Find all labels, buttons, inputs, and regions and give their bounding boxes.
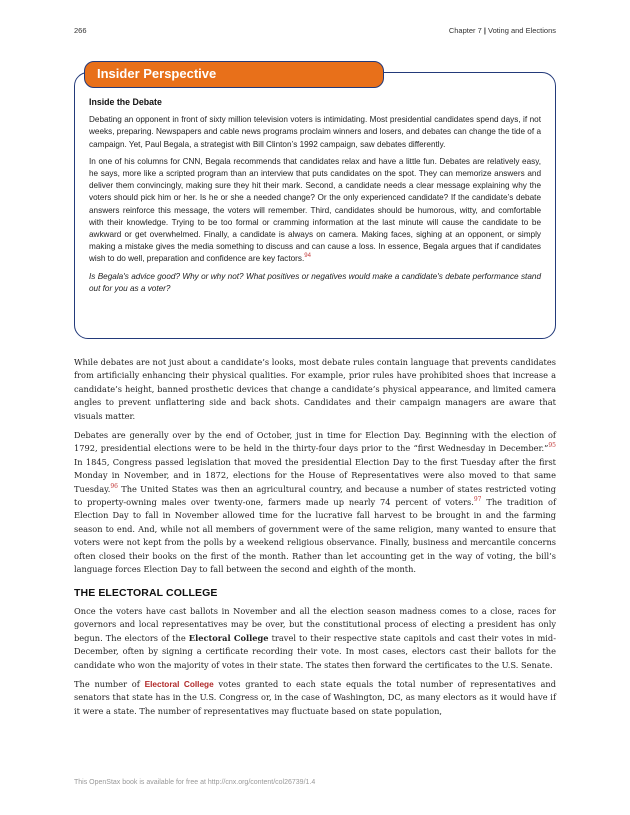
page-number: 266	[74, 26, 87, 35]
main-content	[74, 356, 556, 724]
body-paragraph-2-part-b: In 1845, Congress passed legislation that moved the presidential Election Day to the first Tuesday after the first Monday in November, and in 1872, elections for the House of Representatives were also moved to that same Tuesday.	[74, 456, 556, 494]
feature-paragraph-1: Debating an opponent in front of sixty million television voters is intimidating. Most presidential candidates spend days, if not weeks, preparing. Newspapers and cable news programs proclaim winners and losers, and debates can change the tide of a campaign. Yet, Paul Begala, a strategist with Bill Clinton’s 1992 campaign, saw debates differently.	[89, 115, 541, 149]
footnote-96-link[interactable]: 96	[110, 482, 118, 490]
footnote-94-link[interactable]: 94	[304, 253, 311, 260]
footnote-97-link[interactable]: 97	[473, 496, 482, 504]
chapter-header	[449, 26, 556, 35]
body-paragraph-2-part-a: Debates are generally over by the end of October, just in time for Election Day. Beginning with the election of 1792, presidential elections were to be held in the thirty-four days prior to the “first Wednesday in December.”	[74, 430, 556, 454]
electoral-college-bold-term: Electoral College	[188, 632, 269, 643]
body-paragraph-4-part-b: votes granted to each state equals the total number of representatives and senators that state has in the U.S. Congress or, in the case of Washington, DC, as many electors as it would have if it were a state. The number of representatives may fluctuate based on state population,	[74, 678, 556, 716]
body-paragraph-3	[74, 605, 556, 672]
body-paragraph-2-part-d: The tradition of Election Day to fall in November allowed time for the lucrative fall harvest to be brought in and the farming season to end. And, while not all members of government were of the same religion, many wanted to ensure that voters were not kept from the polls by a weekend religious observance. Finally, business and mercantile concerns often closed their books on the first of the month. Rather than let accounting get in the way of voting, the bill’s language forces Election Day to fall between the second and eighth of the month.	[74, 497, 557, 575]
feature-question: Is Begala's advice good? Why or why not? What positives or negatives would make a candidate's debate performance stand out for you as a voter?	[89, 271, 541, 293]
feature-box-title: Insider Perspective	[84, 61, 384, 88]
chapter-title: Voting and Elections	[488, 26, 556, 35]
feature-paragraph-2-text: In one of his columns for CNN, Begala recommends that candidates relax and have a little fun. Debates are relatively easy, he says, more like a scripted program than an interview that puts candidates on the spot. They can memorize answers and deliver them convincingly, making sure they hit their mark. Second, a candidate needs a clear message explaining why the voters should pick him or her. Is he or she a needed change? Or the only experienced candidate? If the candidate’s debate answers reinforce this message, the voters will remember. Third, candidates should be humorous, witty, and comfortable with their knowledge. Trying to be too formal or cramming information at the last minute will cause the candidate to be awkward or get overwhelmed. Finally, a candidate is always on camera. Making faces, sighing at an opponent, or simply making a mistake gives the media something to discuss and can cause a loss. In essence, Begala argues that if candidates wish to do well, preparation and confidence are key factors.	[89, 156, 541, 264]
page-header	[74, 26, 556, 38]
body-paragraph-2	[74, 429, 556, 576]
page-footer: This OpenStax book is available for free at http://cnx.org/content/col26739/1.4	[74, 779, 316, 786]
feature-paragraph-2	[89, 156, 541, 266]
body-paragraph-3-part-a: Once the voters have cast ballots in November and all the election season madness comes to a close, races for governors and local representatives may be over, but the constitutional process of electing a president has only begun. The electors of the	[74, 605, 556, 643]
feature-box-content	[89, 96, 541, 300]
footnote-95-link[interactable]: 95	[548, 442, 556, 450]
body-paragraph-4-part-a: The number of	[74, 678, 145, 689]
body-paragraph-1: While debates are not just about a candidate’s looks, most debate rules contain language that prevents candidates from artificially enhancing their physical qualities. For example, prior rules have prohibited shoes that increase a candidate’s height, banned prosthetic devices that change a candidate’s physical appearance, and limited camera angles to prevent unflattering side and back shots. Candidates and their campaign managers are aware that visuals matter.	[74, 357, 556, 421]
chapter-label: Chapter 7	[448, 26, 482, 35]
body-paragraph-3-part-b: travel to their respective state capitols and cast their votes in mid-December, often by signing a certificate recording their vote. In most cases, electors cast their ballots for the candidate who won the majority of votes in their state. The states then forward the certificates to the U.S. Senate.	[74, 632, 557, 670]
electoral-college-glossary-term[interactable]: Electoral College	[144, 679, 214, 689]
section-heading-electoral-college: THE ELECTORAL COLLEGE	[74, 586, 218, 599]
feature-box-heading: Inside the Debate	[89, 97, 162, 107]
body-paragraph-4	[74, 678, 556, 718]
body-paragraph-2-part-c: The United States was then an agricultural country, and because a number of states restricted voting to property-owning males over twenty-one, farmers made up nearly 74 percent of voters.	[74, 483, 556, 508]
chapter-separator: |	[481, 26, 489, 35]
